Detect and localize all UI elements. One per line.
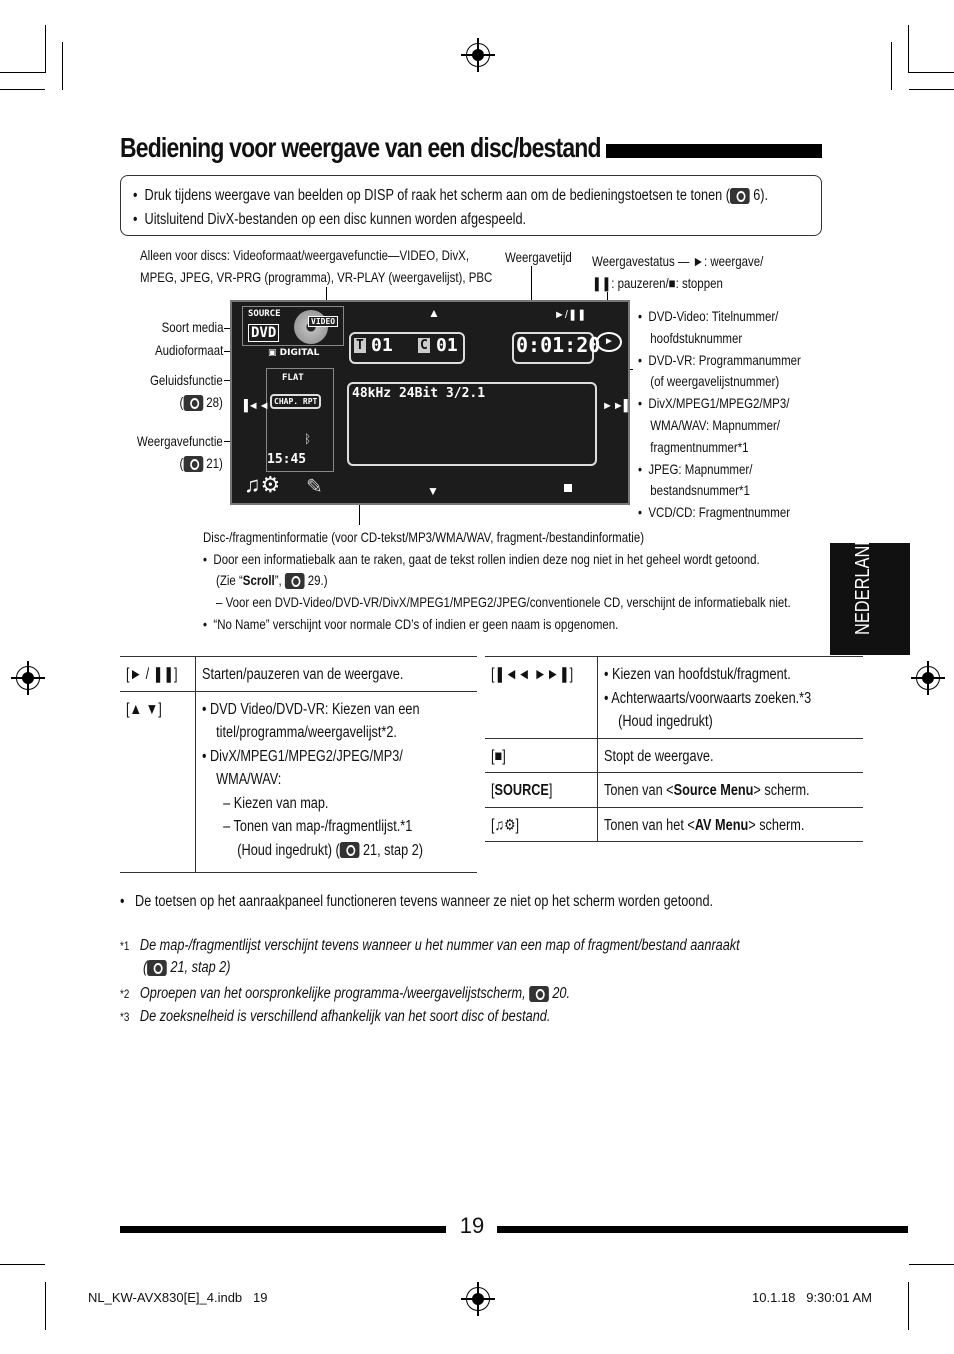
list-item: JPEG: Mapnummer/ bbox=[648, 460, 753, 477]
registration-mark-icon bbox=[16, 666, 40, 690]
disc-info-bullet-1: • Door een informatiebalk aan te raken, gaat de tekst rollen indien deze nog niet in het geheel wordt getoond. bbox=[203, 551, 760, 567]
crop-mark bbox=[908, 1282, 909, 1330]
player-screen bbox=[230, 300, 630, 505]
key-label: [▲ ▼] bbox=[126, 700, 162, 718]
table-row bbox=[485, 738, 863, 773]
play-func-ref: ( 21) bbox=[179, 455, 223, 471]
table-row bbox=[485, 657, 863, 739]
cell-text: WMA/WAV: bbox=[201, 771, 282, 788]
footer-file: NL_KW-AVX830[E]_4.indb 19 bbox=[88, 1290, 268, 1305]
crop-mark bbox=[0, 72, 45, 73]
list-item: VCD/CD: Fragmentnummer bbox=[648, 504, 791, 521]
reference-icon bbox=[184, 395, 204, 411]
video-label: VIDEO bbox=[308, 316, 338, 327]
table-row bbox=[120, 691, 477, 872]
title-indicator: T bbox=[356, 338, 364, 353]
crop-mark bbox=[45, 1282, 46, 1330]
flat-label: FLAT bbox=[282, 373, 304, 383]
title-bar bbox=[606, 144, 822, 158]
cell-text: Stopt de weergave. bbox=[604, 747, 714, 765]
reference-icon bbox=[340, 842, 360, 858]
crop-mark bbox=[45, 25, 46, 73]
key-label: [♫⚙] bbox=[491, 816, 519, 834]
intro-line-1: • Druk tijdens weergave van beelden op DISP of raak het scherm aan om de bedieningstoetsen te tonen ( 6). bbox=[133, 187, 769, 204]
cell-text: (Houd ingedrukt) bbox=[604, 713, 714, 730]
media-label: Soort media bbox=[161, 319, 223, 335]
key-label: [SOURCE] bbox=[491, 782, 553, 799]
dvd-label: DVD bbox=[248, 324, 279, 342]
audio-label: Audioformaat bbox=[154, 342, 223, 358]
page-number: 19 bbox=[459, 1213, 485, 1238]
stop-button[interactable] bbox=[564, 484, 572, 492]
crop-mark bbox=[0, 89, 45, 90]
reference-icon bbox=[184, 456, 204, 472]
footnote-1: *1 De map-/fragmentlijst verschijnt tevens wanneer u het nummer van een map of fragment/bestand aanraakt ( 21, stap 2) bbox=[120, 937, 740, 976]
next-button[interactable]: ►►▌ bbox=[602, 400, 632, 412]
cell-text: (Houd ingedrukt) ( 21, stap 2) bbox=[201, 841, 423, 859]
cell-text: Tonen van het <AV Menu> scherm. bbox=[604, 816, 805, 834]
cell-text: Tonen van <Source Menu> scherm. bbox=[604, 782, 810, 799]
crop-mark bbox=[909, 72, 954, 73]
status-label-1: Weergavestatus — ►: weergave/ bbox=[592, 253, 764, 269]
reference-icon bbox=[285, 573, 305, 589]
crop-mark bbox=[891, 42, 892, 90]
video-format-label-2: MPEG, JPEG, VR-PRG (programma), VR-PLAY (weergavelijst), PBC bbox=[140, 269, 493, 285]
list-item: (of weergavelijstnummer) bbox=[650, 373, 780, 390]
sound-label: Geluidsfunctie bbox=[150, 372, 223, 388]
reference-icon bbox=[529, 986, 549, 1002]
av-menu-icon[interactable]: ♫⚙ bbox=[244, 472, 281, 497]
table-row bbox=[485, 773, 863, 808]
cell-text: titel/programma/weergavelijst*2. bbox=[201, 724, 397, 741]
reference-icon bbox=[147, 960, 167, 976]
play-func-label: Weergavefunctie bbox=[137, 433, 223, 449]
key-label: [❚◄◄ ►►❚] bbox=[491, 666, 574, 683]
chap-rpt-label: CHAP. RPT bbox=[270, 394, 321, 409]
touch-icon[interactable]: ✎ bbox=[306, 476, 323, 498]
footer-bar-right bbox=[497, 1226, 908, 1233]
list-item: DivX/MPEG1/MPEG2/MP3/ bbox=[648, 395, 790, 412]
page-title: Bediening voor weergave van een disc/bestand bbox=[120, 132, 601, 163]
reference-icon bbox=[730, 188, 750, 204]
play-status-icon: ► bbox=[596, 332, 622, 352]
key-label: [► / ❚❚] bbox=[126, 666, 178, 683]
intro-box bbox=[120, 175, 822, 236]
source-label: SOURCE bbox=[248, 309, 281, 319]
chapter-number: 01 bbox=[436, 335, 458, 356]
cell-text: Starten/pauzeren van de weergave. bbox=[201, 666, 404, 683]
clock-display: 15:45 bbox=[267, 452, 307, 467]
footnote-3: *3 De zoeksnelheid is verschillend afhankelijk van het soort disc of bestand. bbox=[120, 1008, 551, 1025]
registration-mark-icon bbox=[466, 1287, 490, 1311]
info-display: 48kHz 24Bit 3/2.1 bbox=[352, 386, 486, 401]
footnote-2: *2 Oproepen van het oorspronkelijke programma-/weergavelijstscherm, 20. bbox=[120, 985, 571, 1002]
crop-mark bbox=[909, 89, 954, 90]
video-format-label-1: Alleen voor discs: Videoformaat/weergavefunctie—VIDEO, DivX, bbox=[140, 247, 470, 263]
crop-mark bbox=[909, 1264, 954, 1265]
list-item: WMA/WAV: Mapnummer/ bbox=[650, 416, 781, 433]
status-label-2: ❚❚: pauzeren/■: stoppen bbox=[592, 275, 723, 291]
bluetooth-icon: ᛒ bbox=[304, 432, 312, 446]
disc-info-label: Disc-/fragmentinformatie (voor CD-tekst/MP3/WMA/WAV, fragment-/bestandinformatie) bbox=[203, 529, 645, 545]
cell-text: – Tonen van map-/fragmentlijst.*1 bbox=[201, 818, 413, 835]
cell-text: • DivX/MPEG1/MPEG2/JPEG/MP3/ bbox=[201, 747, 403, 765]
crop-mark bbox=[908, 25, 909, 73]
cell-text: • Achterwaarts/voorwaarts zoeken.*3 bbox=[604, 689, 812, 707]
sound-ref: ( 28) bbox=[179, 394, 223, 410]
prev-button[interactable]: ▐◄◄ bbox=[240, 400, 270, 412]
playpause-button[interactable]: ►/❚❚ bbox=[554, 309, 587, 321]
right-control-table bbox=[485, 656, 863, 842]
cell-text: • DVD Video/DVD-VR: Kiezen van een bbox=[201, 700, 420, 718]
list-item: DVD-VR: Programmanummer bbox=[648, 351, 801, 368]
down-arrow-icon[interactable]: ▼ bbox=[427, 484, 439, 498]
key-label: [■] bbox=[491, 747, 506, 765]
list-item: fragmentnummer*1 bbox=[650, 438, 749, 455]
cell-text: – Kiezen van map. bbox=[201, 794, 329, 812]
disc-info-bullet-2: • “No Name” verschijnt voor normale CD’s of indien er geen naam is opgenomen. bbox=[203, 616, 619, 632]
chapter-indicator: C bbox=[420, 338, 428, 353]
crop-mark bbox=[62, 42, 63, 90]
table-row bbox=[120, 657, 477, 692]
intro-line-2: • Uitsluitend DivX-bestanden op een disc kunnen worden afgespeeld. bbox=[133, 211, 527, 228]
left-control-table bbox=[120, 656, 477, 873]
up-arrow-icon[interactable]: ▲ bbox=[428, 306, 440, 320]
language-tab: NEDERLANDS bbox=[830, 543, 910, 655]
disc-info-dash: – Voor een DVD-Video/DVD-VR/DivX/MPEG1/MPEG2/JPEG/conventionele CD, verschijnt de informatiebalk niet. bbox=[216, 594, 791, 610]
cell-text: • Kiezen van hoofdstuk/fragment. bbox=[604, 666, 792, 683]
list-item: bestandsnummer*1 bbox=[650, 482, 750, 499]
playtime-display: 0:01:20 bbox=[516, 333, 601, 357]
title-number: 01 bbox=[371, 335, 393, 356]
note: • De toetsen op het aanraakpaneel functioneren tevens wanneer ze niet op het scherm worden getoond. bbox=[120, 893, 714, 910]
footer-stamp: 10.1.18 9:30:01 AM bbox=[752, 1290, 872, 1305]
registration-mark-icon bbox=[466, 43, 490, 67]
playtime-label: Weergavetijd bbox=[505, 249, 572, 265]
list-item: DVD-Video: Titelnummer/ bbox=[648, 308, 779, 324]
crop-mark bbox=[0, 1264, 45, 1265]
list-item: hoofdstuknummer bbox=[650, 329, 743, 346]
table-row bbox=[485, 807, 863, 842]
right-list: • DVD-Video: Titelnummer/ hoofdstuknummer • DVD-VR: Programmanummer (of weergavelijstnummer) • DivX/MPEG1/MPEG2/MP3/ WMA/WAV: Mapnummer/ fragmentnummer*1 • JPEG: Mapnummer/ bestandsnummer*1 • VCD/CD: Fragmentnummer bbox=[638, 308, 801, 521]
digital-label: ▣ DIGITAL bbox=[268, 348, 320, 358]
disc-info-bullet-1b: (Zie “Scroll”, 29.) bbox=[216, 572, 328, 588]
registration-mark-icon bbox=[916, 666, 940, 690]
footer-bar-left bbox=[120, 1226, 446, 1233]
